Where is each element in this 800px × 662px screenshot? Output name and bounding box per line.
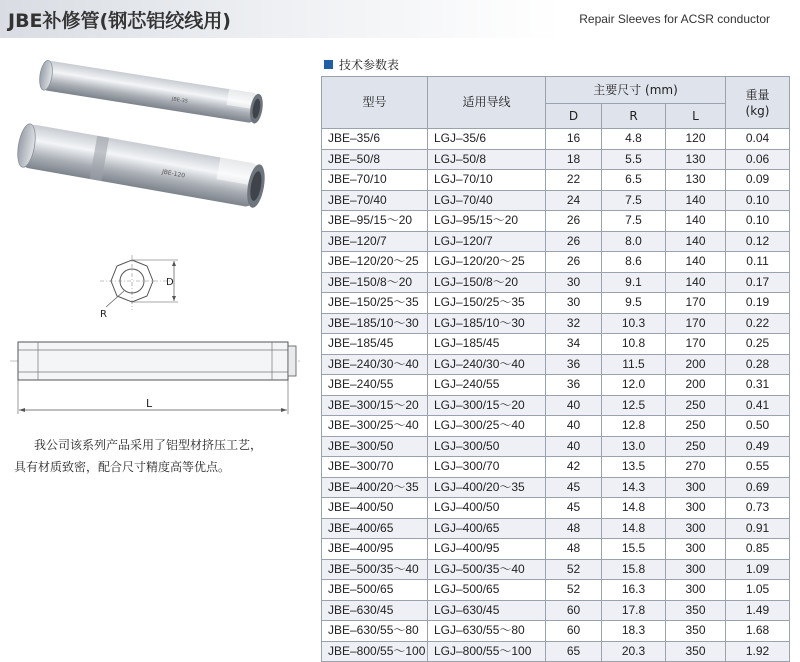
- cell-w: 0.50: [726, 416, 790, 437]
- cell-d: 48: [546, 518, 602, 539]
- cell-model: JBE–95/15～20: [322, 211, 428, 232]
- cell-d: 60: [546, 621, 602, 642]
- cell-w: 0.55: [726, 457, 790, 478]
- cell-cond: LGJ–400/95: [428, 539, 546, 560]
- cell-cond: LGJ–150/8～20: [428, 272, 546, 293]
- table-row: [322, 436, 790, 457]
- cell-r: 11.5: [602, 354, 666, 375]
- cell-cond: LGJ–400/50: [428, 498, 546, 519]
- cell-d: 60: [546, 600, 602, 621]
- cell-r: 6.5: [602, 170, 666, 191]
- table-row: [322, 539, 790, 560]
- cell-model: JBE–70/40: [322, 190, 428, 211]
- col-header-d: D: [546, 104, 602, 129]
- cell-r: 20.3: [602, 641, 666, 662]
- cell-r: 18.3: [602, 621, 666, 642]
- cell-l: 140: [666, 211, 726, 232]
- table-row: [322, 231, 790, 252]
- cell-cond: LGJ–630/45: [428, 600, 546, 621]
- cell-l: 120: [666, 129, 726, 150]
- cell-r: 8.0: [602, 231, 666, 252]
- cell-cond: LGJ–300/25～40: [428, 416, 546, 437]
- col-header-conductor: 适用导线: [428, 77, 546, 129]
- cell-cond: LGJ–240/30～40: [428, 354, 546, 375]
- cell-l: 350: [666, 621, 726, 642]
- cell-cond: LGJ–300/15～20: [428, 395, 546, 416]
- cell-cond: LGJ–35/6: [428, 129, 546, 150]
- cell-d: 52: [546, 559, 602, 580]
- cell-l: 130: [666, 149, 726, 170]
- cell-model: JBE–500/65: [322, 580, 428, 601]
- cell-d: 40: [546, 395, 602, 416]
- cell-r: 10.3: [602, 313, 666, 334]
- cell-w: 0.73: [726, 498, 790, 519]
- cell-cond: LGJ–300/70: [428, 457, 546, 478]
- cell-cond: LGJ–500/35～40: [428, 559, 546, 580]
- cell-model: JBE–50/8: [322, 149, 428, 170]
- col-header-model: 型号: [322, 77, 428, 129]
- product-photo: [12, 60, 302, 220]
- cell-r: 14.3: [602, 477, 666, 498]
- table-row: [322, 211, 790, 232]
- cell-d: 30: [546, 272, 602, 293]
- cell-l: 270: [666, 457, 726, 478]
- cell-l: 200: [666, 375, 726, 396]
- cell-d: 16: [546, 129, 602, 150]
- table-row: [322, 293, 790, 314]
- table-row: [322, 129, 790, 150]
- table-caption: [324, 56, 399, 73]
- cell-cond: LGJ–240/55: [428, 375, 546, 396]
- cell-model: JBE–150/8～20: [322, 272, 428, 293]
- cell-model: JBE–120/7: [322, 231, 428, 252]
- cell-l: 250: [666, 416, 726, 437]
- cell-model: JBE–70/10: [322, 170, 428, 191]
- cell-cond: LGJ–800/55～100: [428, 641, 546, 662]
- cell-model: JBE–240/55: [322, 375, 428, 396]
- cell-w: 0.85: [726, 539, 790, 560]
- table-row: [322, 621, 790, 642]
- cell-r: 7.5: [602, 190, 666, 211]
- cell-model: JBE–400/95: [322, 539, 428, 560]
- cell-r: 13.5: [602, 457, 666, 478]
- cell-cond: LGJ–400/65: [428, 518, 546, 539]
- table-row: [322, 334, 790, 355]
- cell-l: 140: [666, 190, 726, 211]
- cell-w: 0.11: [726, 252, 790, 273]
- cell-model: JBE–300/70: [322, 457, 428, 478]
- cell-r: 7.5: [602, 211, 666, 232]
- cell-w: 0.22: [726, 313, 790, 334]
- cell-d: 36: [546, 375, 602, 396]
- table-row: [322, 395, 790, 416]
- cell-w: 0.91: [726, 518, 790, 539]
- cell-r: 12.5: [602, 395, 666, 416]
- cell-l: 300: [666, 559, 726, 580]
- cell-model: JBE–240/30～40: [322, 354, 428, 375]
- cell-d: 22: [546, 170, 602, 191]
- cell-l: 140: [666, 252, 726, 273]
- cell-d: 26: [546, 211, 602, 232]
- cell-r: 15.5: [602, 539, 666, 560]
- cell-r: 12.8: [602, 416, 666, 437]
- cell-r: 14.8: [602, 518, 666, 539]
- cell-w: 0.10: [726, 190, 790, 211]
- description-line: 我公司该系列产品采用了铝型材挤压工艺，: [34, 438, 263, 452]
- cell-d: 32: [546, 313, 602, 334]
- cell-cond: LGJ–70/40: [428, 190, 546, 211]
- cell-w: 0.49: [726, 436, 790, 457]
- cell-w: 0.09: [726, 170, 790, 191]
- cell-d: 52: [546, 580, 602, 601]
- cell-d: 65: [546, 641, 602, 662]
- spec-table: [321, 76, 790, 662]
- col-header-weight: 重量 (kg): [726, 77, 790, 129]
- table-row: [322, 272, 790, 293]
- cell-d: 36: [546, 354, 602, 375]
- cell-w: 1.49: [726, 600, 790, 621]
- cell-r: 5.5: [602, 149, 666, 170]
- table-row: [322, 416, 790, 437]
- cell-cond: LGJ–120/7: [428, 231, 546, 252]
- cell-cond: LGJ–70/10: [428, 170, 546, 191]
- description-line: 具有材质致密，配合尺寸精度高等优点。: [14, 460, 231, 474]
- table-row: [322, 354, 790, 375]
- cell-d: 24: [546, 190, 602, 211]
- col-header-r: R: [602, 104, 666, 129]
- cell-w: 0.31: [726, 375, 790, 396]
- cell-r: 13.0: [602, 436, 666, 457]
- table-row: [322, 313, 790, 334]
- cell-cond: LGJ–300/50: [428, 436, 546, 457]
- cell-cond: LGJ–150/25～35: [428, 293, 546, 314]
- svg-text:JBE-120: JBE-120: [161, 168, 186, 180]
- cell-model: JBE–500/35～40: [322, 559, 428, 580]
- cell-d: 45: [546, 477, 602, 498]
- cell-w: 0.28: [726, 354, 790, 375]
- cell-l: 250: [666, 395, 726, 416]
- cell-model: JBE–185/10～30: [322, 313, 428, 334]
- page-subtitle: Repair Sleeves for ACSR conductor: [579, 12, 770, 26]
- cell-l: 300: [666, 518, 726, 539]
- cell-d: 40: [546, 416, 602, 437]
- cell-model: JBE–300/15～20: [322, 395, 428, 416]
- cell-r: 16.3: [602, 580, 666, 601]
- table-row: [322, 190, 790, 211]
- table-row: [322, 498, 790, 519]
- cell-w: 0.12: [726, 231, 790, 252]
- spec-table-body: [322, 129, 790, 662]
- table-row: [322, 641, 790, 662]
- cell-cond: LGJ–50/8: [428, 149, 546, 170]
- cell-r: 9.5: [602, 293, 666, 314]
- cell-model: JBE–300/50: [322, 436, 428, 457]
- cell-w: 0.19: [726, 293, 790, 314]
- cell-model: JBE–630/45: [322, 600, 428, 621]
- dim-r-label: R: [100, 309, 107, 320]
- table-row: [322, 518, 790, 539]
- cell-d: 48: [546, 539, 602, 560]
- cell-l: 170: [666, 293, 726, 314]
- cell-d: 40: [546, 436, 602, 457]
- cell-d: 42: [546, 457, 602, 478]
- table-row: [322, 252, 790, 273]
- cell-r: 14.8: [602, 498, 666, 519]
- cell-w: 1.05: [726, 580, 790, 601]
- cell-model: JBE–300/25～40: [322, 416, 428, 437]
- cell-d: 18: [546, 149, 602, 170]
- cell-w: 0.41: [726, 395, 790, 416]
- cell-l: 170: [666, 334, 726, 355]
- table-row: [322, 457, 790, 478]
- cell-model: JBE–185/45: [322, 334, 428, 355]
- table-row: [322, 600, 790, 621]
- cell-l: 300: [666, 498, 726, 519]
- cell-r: 10.8: [602, 334, 666, 355]
- table-row: [322, 559, 790, 580]
- cell-cond: LGJ–185/10～30: [428, 313, 546, 334]
- col-header-l: L: [666, 104, 726, 129]
- cell-cond: LGJ–500/65: [428, 580, 546, 601]
- cell-w: 0.25: [726, 334, 790, 355]
- cell-cond: LGJ–185/45: [428, 334, 546, 355]
- cell-l: 140: [666, 272, 726, 293]
- cell-model: JBE–400/65: [322, 518, 428, 539]
- table-row: [322, 149, 790, 170]
- sleeve-small: [38, 60, 265, 124]
- cell-d: 45: [546, 498, 602, 519]
- cell-l: 300: [666, 539, 726, 560]
- dim-l-label: L: [146, 397, 153, 410]
- cell-model: JBE–400/50: [322, 498, 428, 519]
- cell-model: JBE–800/55～100: [322, 641, 428, 662]
- cell-l: 140: [666, 231, 726, 252]
- cell-d: 26: [546, 231, 602, 252]
- cross-section-drawing: [100, 255, 200, 325]
- sleeve-large: [15, 123, 268, 210]
- cell-r: 15.8: [602, 559, 666, 580]
- table-row: [322, 580, 790, 601]
- cell-l: 350: [666, 600, 726, 621]
- cell-cond: LGJ–120/20～25: [428, 252, 546, 273]
- cell-r: 17.8: [602, 600, 666, 621]
- table-row: [322, 375, 790, 396]
- cell-r: 8.6: [602, 252, 666, 273]
- cell-cond: LGJ–630/55～80: [428, 621, 546, 642]
- cell-r: 12.0: [602, 375, 666, 396]
- cell-d: 26: [546, 252, 602, 273]
- cell-r: 4.8: [602, 129, 666, 150]
- page-title: JBE补修管(钢芯铝绞线用): [8, 10, 231, 32]
- table-row: [322, 477, 790, 498]
- col-header-dims: 主要尺寸 (mm): [546, 77, 726, 104]
- cell-d: 30: [546, 293, 602, 314]
- cell-w: 1.92: [726, 641, 790, 662]
- cell-model: JBE–400/20～35: [322, 477, 428, 498]
- caption-bullet: [324, 60, 333, 69]
- cell-w: 1.68: [726, 621, 790, 642]
- cell-w: 1.09: [726, 559, 790, 580]
- cell-l: 200: [666, 354, 726, 375]
- cell-l: 170: [666, 313, 726, 334]
- caption-text: 技术参数表: [339, 58, 400, 72]
- cell-w: 0.10: [726, 211, 790, 232]
- cell-cond: LGJ–95/15～20: [428, 211, 546, 232]
- cell-l: 130: [666, 170, 726, 191]
- cell-l: 300: [666, 477, 726, 498]
- page-header: [0, 0, 800, 38]
- cell-w: 0.04: [726, 129, 790, 150]
- cell-d: 34: [546, 334, 602, 355]
- cell-l: 250: [666, 436, 726, 457]
- cell-model: JBE–630/55～80: [322, 621, 428, 642]
- cell-l: 300: [666, 580, 726, 601]
- cell-l: 350: [666, 641, 726, 662]
- side-view-drawing: [10, 330, 300, 425]
- svg-text:JBE-35: JBE-35: [171, 96, 189, 105]
- table-row: [322, 170, 790, 191]
- cell-model: JBE–150/25～35: [322, 293, 428, 314]
- cell-cond: LGJ–400/20～35: [428, 477, 546, 498]
- cell-w: 0.17: [726, 272, 790, 293]
- cell-model: JBE–35/6: [322, 129, 428, 150]
- cell-w: 0.06: [726, 149, 790, 170]
- product-description: [14, 434, 304, 478]
- cell-w: 0.69: [726, 477, 790, 498]
- cell-r: 9.1: [602, 272, 666, 293]
- cell-model: JBE–120/20～25: [322, 252, 428, 273]
- dim-d-label: D: [166, 277, 174, 288]
